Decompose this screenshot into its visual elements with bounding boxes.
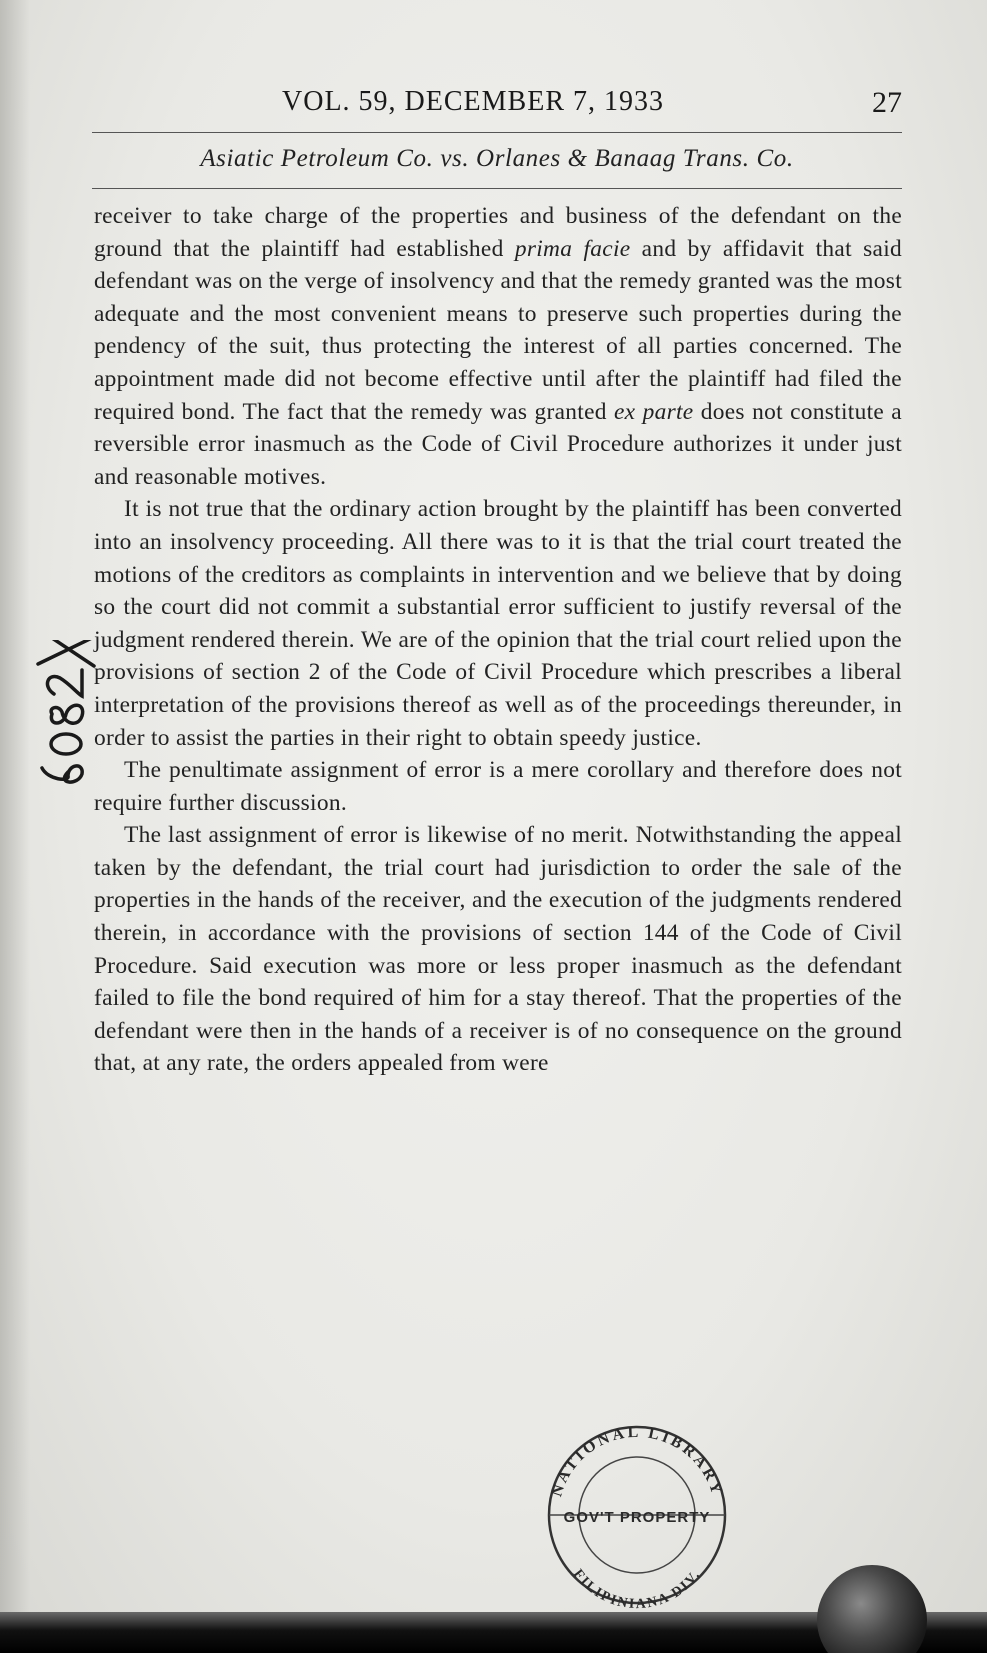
page-header <box>92 82 902 122</box>
paragraph-text: and by affidavit that said defendant was on the verge of insolvency and that the remedy granted was the most adequate and the most convenient means to preserve such properties during the pendency of the suit, thus protecting the interest of all parties concerned. The appointment made did not become effective until after the plaintiff had filed the required bond. The fact that the remedy was granted <box>94 235 902 425</box>
case-running-title: Asiatic Petroleum Co. vs. Orlanes & Banaag Trans. Co. <box>200 145 794 172</box>
paragraph-text: does not constitute a reversible error inasmuch as the Code of Civil Procedure authorizes it under just and reasonable motives. <box>94 398 902 490</box>
paragraph-penultimate: The penultimate assignment of error is a mere corollary and therefore does not require further discussion. <box>94 757 902 816</box>
paragraph-insolvency: It is not true that the ordinary action brought by the plaintiff has been converted into an insolvency proceeding. All there was to it is that the trial court treated the motions of the creditors as complaints in intervention and we believe that by doing so the court did not commit a substantial error sufficient to justify reversal of the judgment rendered therein. We are of the opinion that the trial court relied upon the provisions of section 2 of the Code of Civil Procedure which prescribes a liberal interpretation of the provisions thereof as well as of the proceedings thereunder, in order to assist the parties in their right to obtain speedy justice. <box>94 496 902 751</box>
paragraph-text: receiver to take charge of the properties and business of the defendant on the ground that the plaintiff had established <box>94 203 902 262</box>
handwritten-margin-number <box>8 640 108 800</box>
stamp-top-text: NATIONAL LIBRARY <box>548 1423 726 1499</box>
stamp-bottom-text: FILIPINIANA DIV. <box>569 1566 705 1610</box>
volume-date-heading: VOL. 59, DECEMBER 7, 1933 <box>282 86 664 117</box>
svg-text:NATIONAL LIBRARY <box>548 1424 725 1499</box>
body-text <box>94 200 902 1080</box>
page-number: 27 <box>872 86 902 119</box>
paragraph-receivership <box>94 200 902 493</box>
header-rule-bottom <box>92 188 902 189</box>
page-edge-shadow <box>0 0 30 1653</box>
paragraph-last-assignment: The last assignment of error is likewise of no merit. Notwithstanding the appeal taken by the defendant, the trial court had jurisdiction to order the sale of the properties in the hands of the receiver, and the execution of the judgments rendered therein, in accordance with the provisions of section 144 of the Code of Civil Procedure. Said execution was more or less proper inasmuch as the defendant failed to file the bond required of him for a stay thereof. That the properties of the defendant were then in the hands of a receiver is of no consequence on the ground that, at any rate, the orders appealed from were <box>94 822 902 1077</box>
handwritten-number-drawing <box>8 640 108 800</box>
header-rule-top <box>92 132 902 133</box>
stamp-seal <box>525 1420 750 1610</box>
library-property-stamp <box>525 1420 750 1610</box>
italic-term: prima facie <box>514 235 631 262</box>
italic-term: ex parte <box>614 398 694 425</box>
stamp-middle-text: GOV'T PROPERTY <box>563 1509 711 1526</box>
scanner-knob <box>817 1565 927 1653</box>
